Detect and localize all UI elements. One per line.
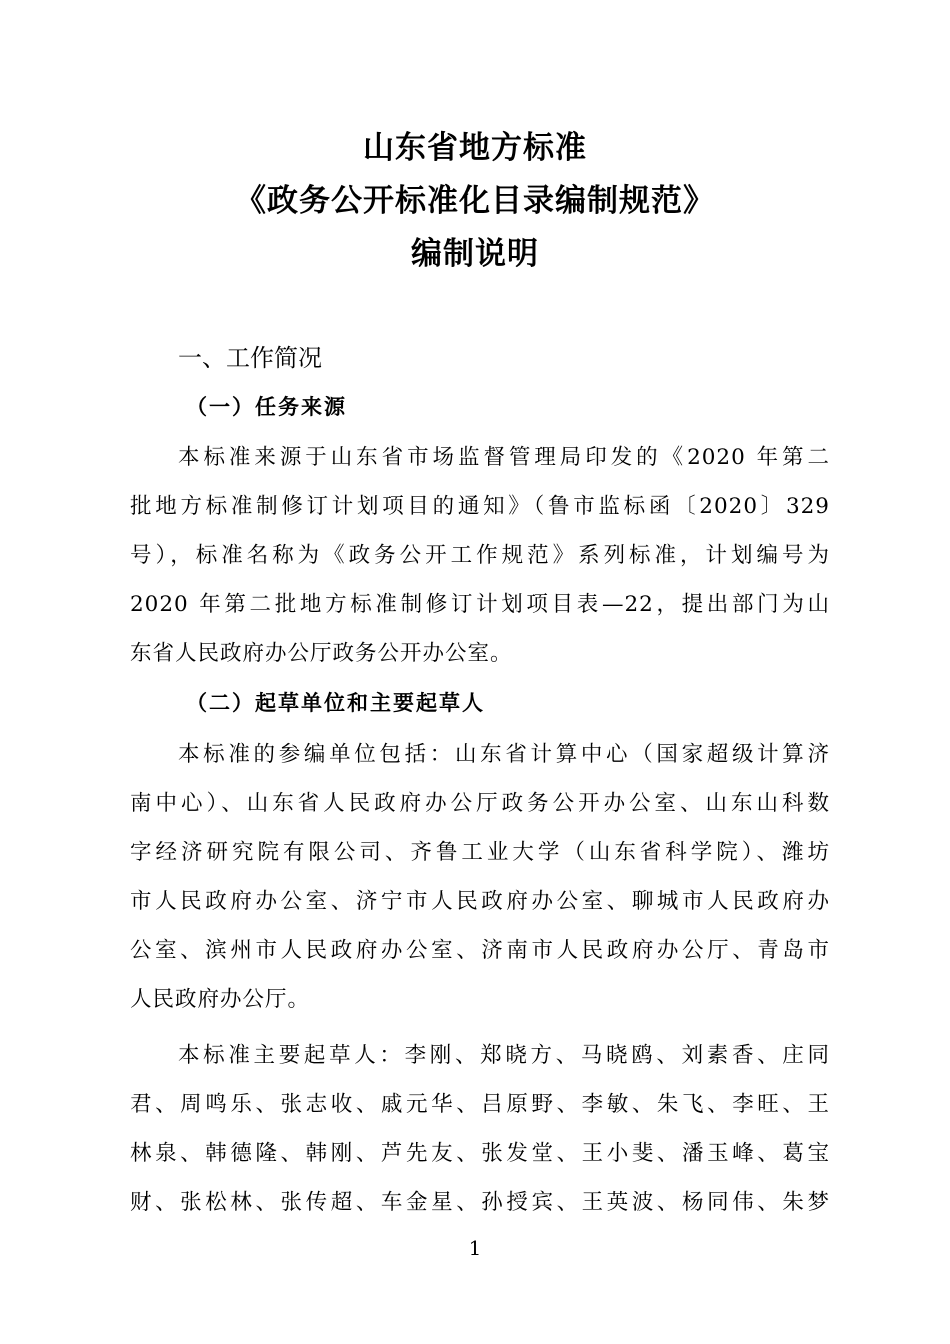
paragraph-line: 2020 年第二批地方标准制修订计划项目表—22，提出部门为山 xyxy=(130,592,830,617)
paragraph-line: 南中心）、山东省人民政府办公厅政务公开办公室、山东山科数 xyxy=(130,791,830,816)
paragraph-line: 本标准来源于山东省市场监督管理局印发的《2020 年第二 xyxy=(178,445,830,470)
subsection-heading-2: （二）起草单位和主要起草人 xyxy=(186,690,485,715)
title-line-3: 编制说明 xyxy=(411,236,539,272)
paragraph-line: 字经济研究院有限公司、齐鲁工业大学（山东省科学院）、潍坊 xyxy=(130,840,830,865)
paragraph-line: 市人民政府办公室、济宁市人民政府办公室、聊城市人民政府办 xyxy=(130,889,830,914)
title-line-2: 《政务公开标准化目录编制规范》 xyxy=(235,183,715,219)
paragraph-line: 本标准的参编单位包括：山东省计算中心（国家超级计算济 xyxy=(178,742,830,767)
paragraph-line: 公室、滨州市人民政府办公室、济南市人民政府办公厅、青岛市 xyxy=(130,938,830,963)
paragraph-line: 财、张松林、张传超、车金星、孙授宾、王英波、杨同伟、朱梦 xyxy=(130,1190,830,1215)
paragraph-line: 林泉、韩德隆、韩刚、芦先友、张发堂、王小斐、潘玉峰、葛宝 xyxy=(130,1141,830,1166)
paragraph-line: 批地方标准制修订计划项目的通知》（鲁市监标函〔2020〕329 xyxy=(130,494,830,519)
section-heading: 一、工作简况 xyxy=(178,344,322,372)
paragraph-line: 君、周鸣乐、张志收、戚元华、吕原野、李敏、朱飞、李旺、王 xyxy=(130,1092,830,1117)
title-line-1: 山东省地方标准 xyxy=(363,130,587,166)
paragraph-line: 本标准主要起草人：李刚、郑晓方、马晓鸥、刘素香、庄同 xyxy=(178,1043,830,1068)
subsection-heading-1: （一）任务来源 xyxy=(186,394,347,419)
paragraph-line: 人民政府办公厅。 xyxy=(130,987,311,1012)
paragraph-line: 东省人民政府办公厅政务公开办公室。 xyxy=(130,641,513,666)
paragraph-line: 号），标准名称为《政务公开工作规范》系列标准，计划编号为 xyxy=(130,543,830,568)
page-number: 1 xyxy=(468,1236,482,1260)
